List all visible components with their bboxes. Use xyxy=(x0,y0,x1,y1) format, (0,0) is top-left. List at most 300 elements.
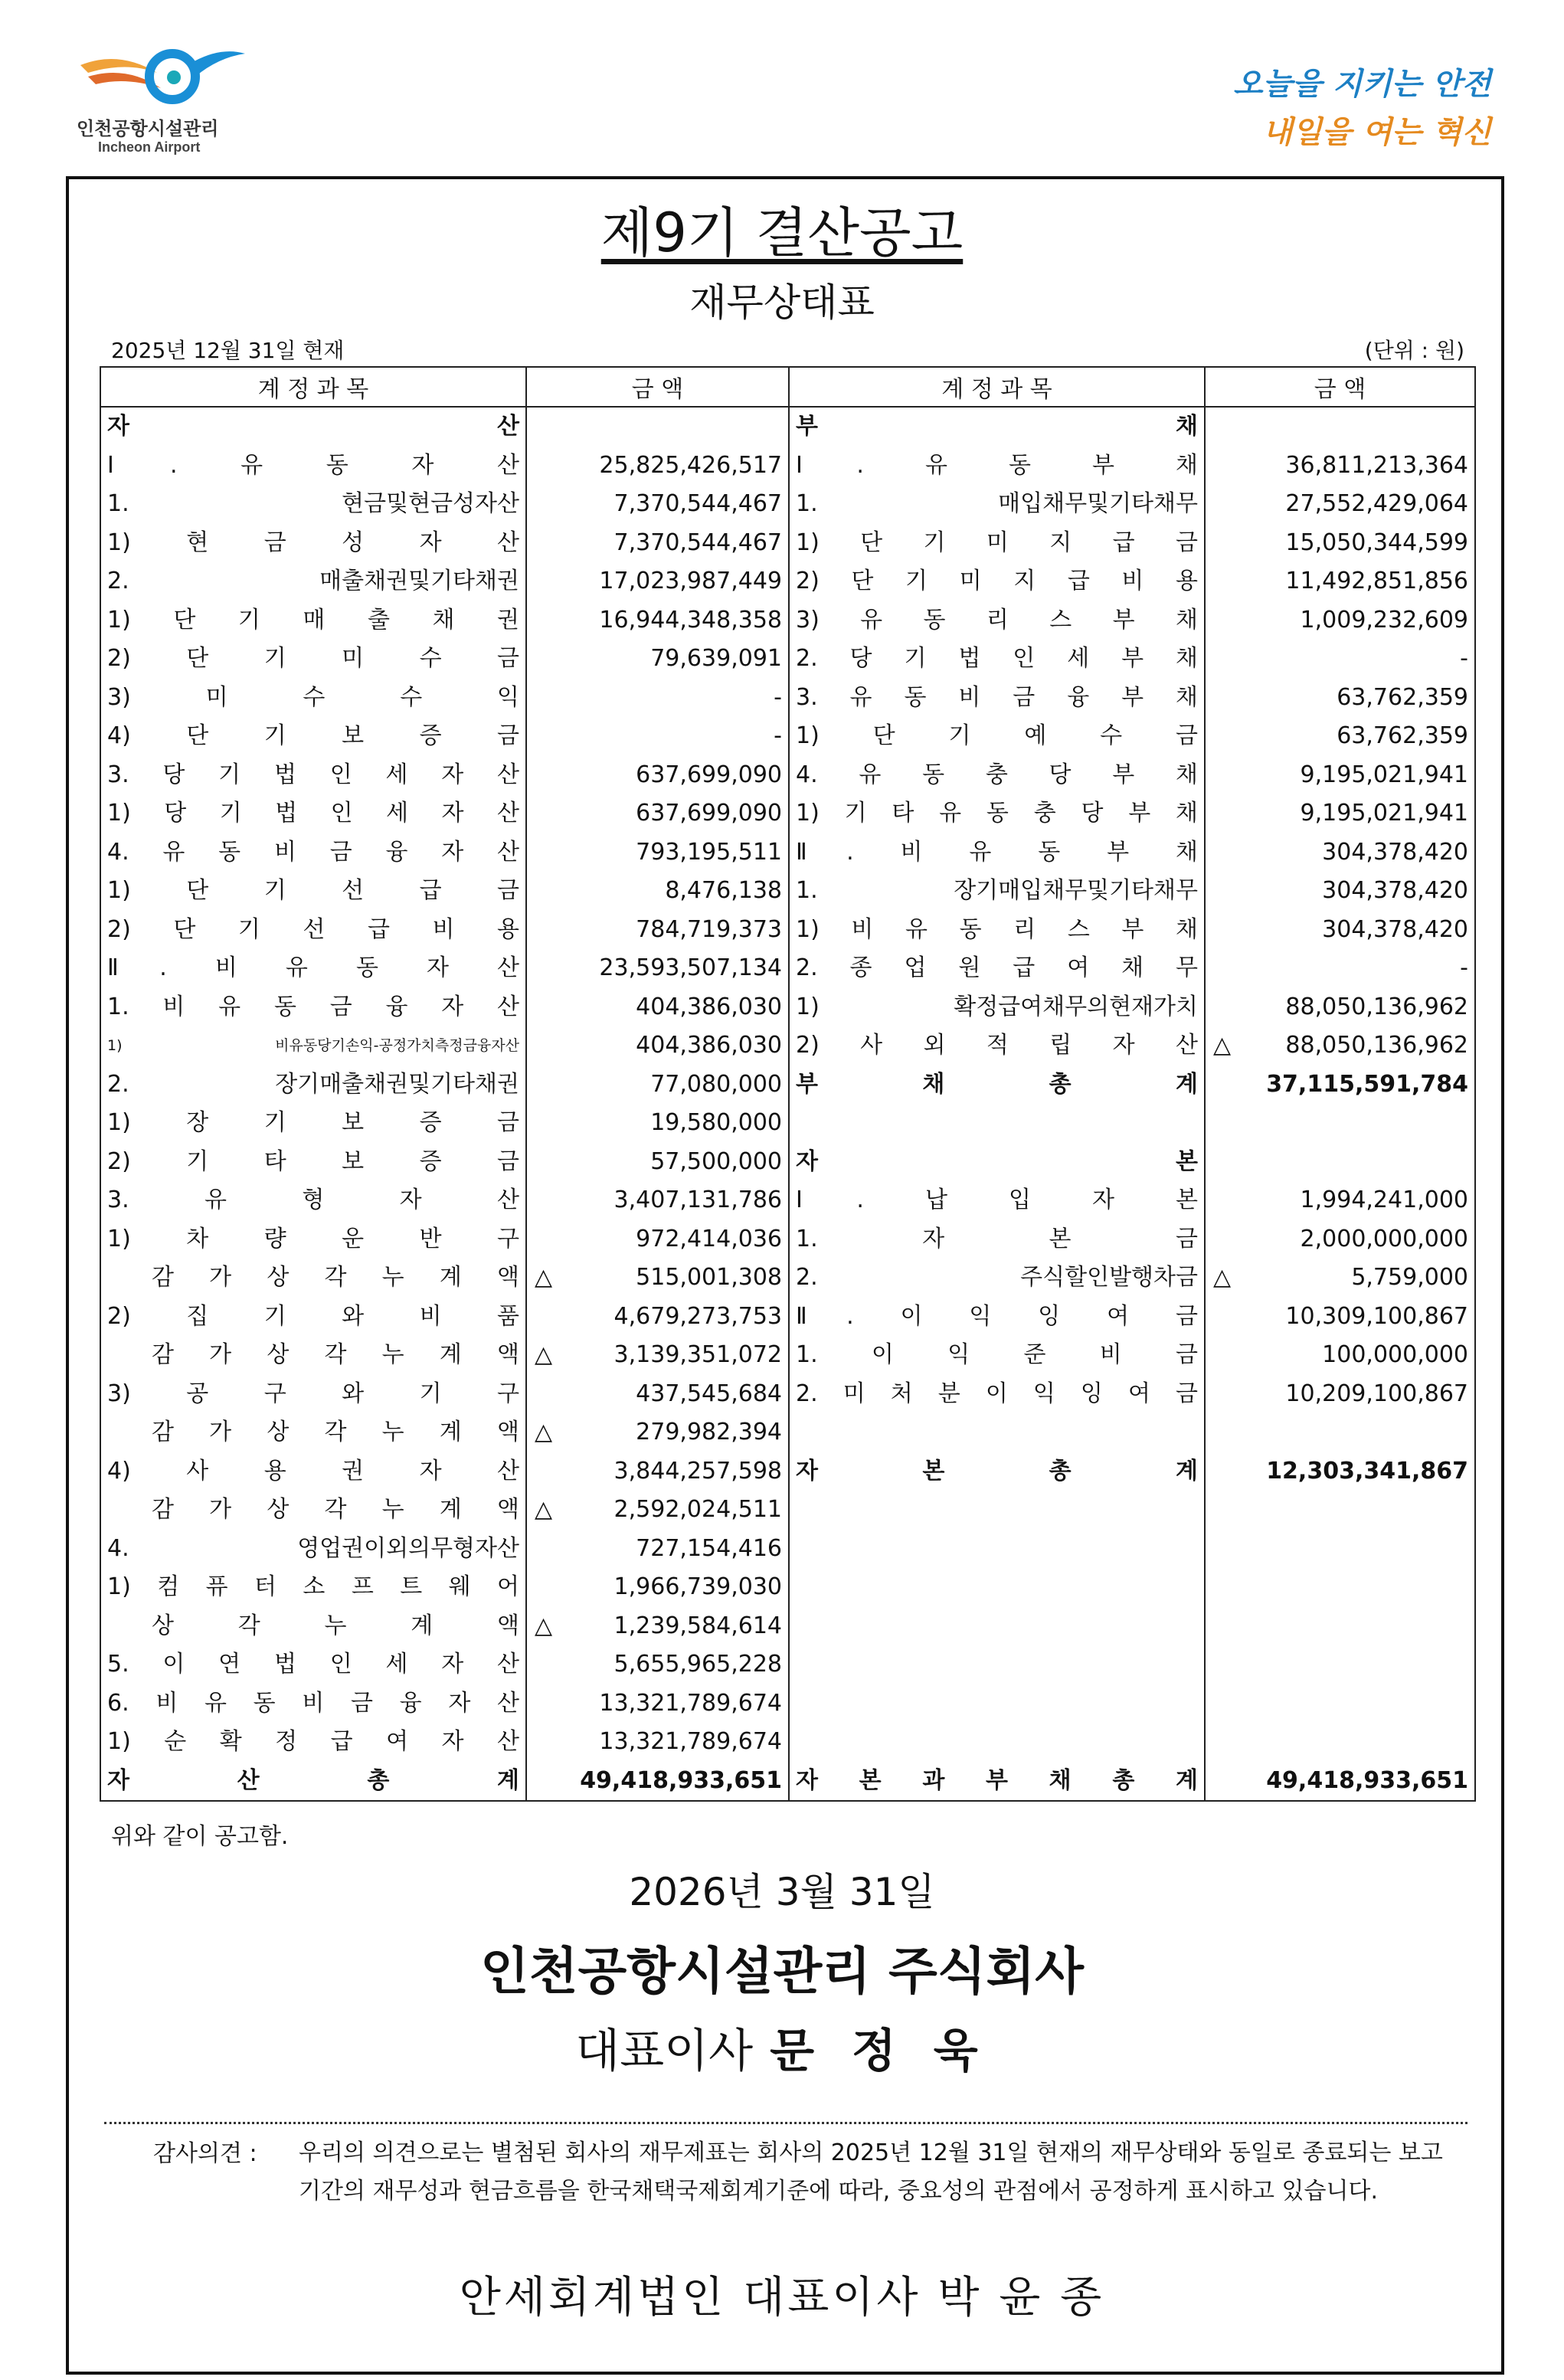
asset-account xyxy=(100,988,526,1027)
liability-account-text: 2. 주식할인발행차금 xyxy=(796,1264,1198,1291)
negative-mark: △ xyxy=(535,1496,553,1524)
liability-amount xyxy=(1205,1568,1475,1607)
liability-amount xyxy=(1205,1413,1475,1452)
asset-amount-text: - xyxy=(774,683,782,711)
publication-date: 2026년 3월 31일 xyxy=(629,1870,935,1914)
asset-account xyxy=(100,949,526,988)
liability-account-text: Ⅱ. 비 유 동 부 채 xyxy=(796,838,1198,866)
liability-account-text: 자 본 xyxy=(796,1147,1198,1175)
asset-account xyxy=(100,1723,526,1762)
liability-account xyxy=(789,1530,1205,1569)
asset-account xyxy=(100,1762,526,1802)
table-row xyxy=(100,794,1475,833)
table-row xyxy=(100,679,1475,718)
asset-amount-text: 279,982,394 xyxy=(636,1419,782,1446)
liability-account xyxy=(789,988,1205,1027)
asset-amount xyxy=(526,1684,789,1724)
asset-account-text: 상 각 누 계 액 xyxy=(152,1612,519,1639)
asset-amount-text: 3,407,131,786 xyxy=(613,1187,782,1214)
asset-account xyxy=(100,1220,526,1259)
asset-account-text: 자 산 xyxy=(107,413,519,440)
table-row xyxy=(100,988,1475,1027)
liability-amount-text: - xyxy=(1460,954,1468,982)
table-row xyxy=(100,562,1475,601)
asset-amount xyxy=(526,562,789,601)
asset-amount xyxy=(526,601,789,640)
liability-amount xyxy=(1205,1645,1475,1684)
liability-account xyxy=(789,911,1205,950)
asset-amount-text: 784,719,373 xyxy=(636,915,782,943)
asset-account-text: 1. 현금및현금성자산 xyxy=(107,490,519,518)
ceo-line xyxy=(0,2015,1564,2080)
table-row xyxy=(100,1143,1475,1182)
table-row xyxy=(100,1530,1475,1569)
liability-account xyxy=(789,1723,1205,1762)
liability-amount xyxy=(1205,1143,1475,1182)
liability-account xyxy=(789,1181,1205,1220)
asset-amount xyxy=(526,640,789,679)
liability-account-text: 2) 단 기 미 지 급 비 용 xyxy=(796,568,1198,595)
liability-amount xyxy=(1205,679,1475,718)
table-row xyxy=(100,640,1475,679)
asset-account xyxy=(100,1607,526,1646)
liability-amount-text: 88,050,136,962 xyxy=(1285,1032,1468,1059)
asset-account-text: 3. 유 형 자 산 xyxy=(107,1187,519,1214)
liability-amount xyxy=(1205,640,1475,679)
liability-amount xyxy=(1205,1259,1475,1298)
liability-amount-text: 2,000,000,000 xyxy=(1300,1225,1468,1252)
liability-amount-text: 36,811,213,364 xyxy=(1285,451,1468,479)
balance-sheet-table xyxy=(100,366,1476,1802)
asset-account-text: 감 가 상 각 누 계 액 xyxy=(152,1496,519,1524)
liability-account xyxy=(789,872,1205,911)
negative-mark: △ xyxy=(535,1341,553,1369)
company-name: 인천공항시설관리 주식회사 xyxy=(479,1942,1085,2001)
liability-amount xyxy=(1205,833,1475,872)
asset-amount xyxy=(526,1375,789,1414)
page-title: 제9기 결산공고 xyxy=(600,201,964,264)
asset-account-text: Ⅰ. 유 동 자 산 xyxy=(107,451,519,479)
liability-account xyxy=(789,1684,1205,1724)
liability-account-text: Ⅰ. 납 입 자 본 xyxy=(796,1187,1198,1214)
table-row xyxy=(100,756,1475,795)
asset-account xyxy=(100,911,526,950)
liability-account xyxy=(789,1413,1205,1452)
liability-account xyxy=(789,562,1205,601)
audit-label: 감사의견 : xyxy=(153,2140,257,2167)
asset-account xyxy=(100,1452,526,1491)
liability-account-text: 2. 미 처 분 이 익 잉 여 금 xyxy=(796,1380,1198,1407)
asset-account-text: 2) 기 타 보 증 금 xyxy=(107,1147,519,1175)
asset-amount-text: 404,386,030 xyxy=(636,1032,782,1059)
asset-amount-text: 16,944,348,358 xyxy=(599,606,782,633)
liability-account xyxy=(789,679,1205,718)
asset-amount xyxy=(526,1220,789,1259)
asset-account xyxy=(100,640,526,679)
asset-account-text: 1) 컴 퓨 터 소 프 트 웨 어 xyxy=(107,1573,519,1601)
liability-account xyxy=(789,949,1205,988)
asset-account-text: 1) 당 기 법 인 세 자 산 xyxy=(107,800,519,827)
asset-amount-text: 7,370,544,467 xyxy=(613,490,782,518)
asset-amount-text: 793,195,511 xyxy=(636,838,782,866)
asset-account xyxy=(100,447,526,486)
negative-mark: △ xyxy=(535,1264,553,1291)
liability-account xyxy=(789,1645,1205,1684)
table-row xyxy=(100,1375,1475,1414)
asset-amount xyxy=(526,1452,789,1491)
asset-amount-text: 2,592,024,511 xyxy=(613,1496,782,1524)
liability-amount-text: 9,195,021,941 xyxy=(1300,800,1468,827)
negative-mark: △ xyxy=(1213,1032,1232,1059)
liability-amount xyxy=(1205,1684,1475,1724)
asset-amount xyxy=(526,524,789,563)
asset-amount xyxy=(526,1530,789,1569)
asset-amount-text: 4,679,273,753 xyxy=(613,1302,782,1330)
liability-account xyxy=(789,485,1205,524)
page-subtitle: 재무상태표 xyxy=(689,280,875,325)
table-row xyxy=(100,1220,1475,1259)
table-row xyxy=(100,1645,1475,1684)
liability-account xyxy=(789,407,1205,447)
table-row xyxy=(100,1026,1475,1066)
asset-amount xyxy=(526,1104,789,1143)
report-date: 2025년 12월 31일 현재 xyxy=(111,338,345,363)
notice-statement: 위와 같이 공고함. xyxy=(111,1823,289,1850)
asset-account-text: 4) 사 용 권 자 산 xyxy=(107,1457,519,1485)
liability-account xyxy=(789,1298,1205,1337)
liability-amount-text: 88,050,136,962 xyxy=(1285,993,1468,1020)
auditor-signature: 안세회계법인 대표이사 박 윤 종 xyxy=(459,2273,1105,2323)
slogan-line-2: 내일을 여는 혁신 xyxy=(1262,114,1491,150)
asset-amount-text: 57,500,000 xyxy=(650,1147,782,1175)
asset-amount xyxy=(526,794,789,833)
liability-amount-text: 304,378,420 xyxy=(1322,838,1468,866)
table-row xyxy=(100,1607,1475,1646)
asset-amount-text: 637,699,090 xyxy=(636,761,782,788)
ceo-name: 문 정 욱 xyxy=(770,2025,989,2078)
liability-account xyxy=(789,756,1205,795)
liability-account-text: 부 채 총 계 xyxy=(796,1070,1198,1098)
liability-account xyxy=(789,601,1205,640)
liability-account xyxy=(789,1568,1205,1607)
asset-account-text: 2) 단 기 선 급 비 용 xyxy=(107,915,519,943)
asset-amount-text: 13,321,789,674 xyxy=(599,1728,782,1756)
asset-amount xyxy=(526,1066,789,1105)
liability-amount xyxy=(1205,717,1475,756)
liability-amount xyxy=(1205,911,1475,950)
liability-account xyxy=(789,833,1205,872)
table-body xyxy=(100,407,1475,1801)
asset-amount xyxy=(526,1298,789,1337)
asset-account xyxy=(100,717,526,756)
asset-account-text: 3. 당 기 법 인 세 자 산 xyxy=(107,761,519,788)
asset-account xyxy=(100,833,526,872)
asset-amount xyxy=(526,679,789,718)
asset-amount-text: 23,593,507,134 xyxy=(599,954,782,982)
liability-account-text: 4. 유 동 충 당 부 채 xyxy=(796,761,1198,788)
asset-account-text: 2. 매출채권및기타채권 xyxy=(107,568,519,595)
asset-amount-text: 3,139,351,072 xyxy=(613,1341,782,1369)
liability-account-text: Ⅰ. 유 동 부 채 xyxy=(796,451,1198,479)
table-row xyxy=(100,1413,1475,1452)
table-row xyxy=(100,485,1475,524)
liability-amount xyxy=(1205,1452,1475,1491)
liability-account xyxy=(789,794,1205,833)
liability-amount xyxy=(1205,1762,1475,1802)
liability-account-text: 3) 유 동 리 스 부 채 xyxy=(796,606,1198,633)
asset-account xyxy=(100,485,526,524)
liability-amount xyxy=(1205,407,1475,447)
liability-account xyxy=(789,1220,1205,1259)
asset-amount-text: 404,386,030 xyxy=(636,993,782,1020)
asset-account xyxy=(100,1491,526,1530)
asset-amount xyxy=(526,1762,789,1802)
table-row xyxy=(100,407,1475,447)
liability-account-text: 1) 기 타 유 동 충 당 부 채 xyxy=(796,800,1198,827)
unit-label: (단위 : 원) xyxy=(1364,338,1464,363)
asset-amount-text: 515,001,308 xyxy=(636,1264,782,1291)
asset-account-text: 감 가 상 각 누 계 액 xyxy=(152,1264,519,1291)
liability-amount-text: 63,762,359 xyxy=(1337,722,1468,750)
slogan xyxy=(1233,60,1491,152)
asset-account-text: 1) 현 금 성 자 산 xyxy=(107,529,519,556)
liability-amount xyxy=(1205,1066,1475,1105)
asset-account-text: 1) 단 기 매 출 채 권 xyxy=(107,606,519,633)
logo-subtitle: Incheon Airport xyxy=(98,139,201,155)
asset-account-text: 1. 비 유 동 금 융 자 산 xyxy=(107,993,519,1020)
liability-amount-text: 27,552,429,064 xyxy=(1285,490,1468,518)
liability-amount xyxy=(1205,562,1475,601)
asset-amount xyxy=(526,911,789,950)
liability-account xyxy=(789,1104,1205,1143)
liability-amount-text: 15,050,344,599 xyxy=(1285,529,1468,556)
table-row xyxy=(100,1066,1475,1105)
asset-amount xyxy=(526,407,789,447)
liability-amount xyxy=(1205,1181,1475,1220)
asset-amount xyxy=(526,1336,789,1375)
asset-amount xyxy=(526,717,789,756)
table-row xyxy=(100,717,1475,756)
liability-account xyxy=(789,1026,1205,1066)
table-row xyxy=(100,872,1475,911)
asset-account xyxy=(100,524,526,563)
asset-amount xyxy=(526,1143,789,1182)
asset-account-text: 2) 단 기 미 수 금 xyxy=(107,645,519,673)
asset-account-text: 1) 순 확 정 급 여 자 산 xyxy=(107,1728,519,1756)
asset-amount-text: 8,476,138 xyxy=(665,877,782,905)
liability-amount xyxy=(1205,1607,1475,1646)
table-row xyxy=(100,1298,1475,1337)
table-row xyxy=(100,524,1475,563)
divider xyxy=(104,2122,1467,2124)
header-account-left: 계 정 과 목 xyxy=(100,367,526,407)
liability-account xyxy=(789,447,1205,486)
asset-account-text: 2. 장기매출채권및기타채권 xyxy=(107,1070,519,1098)
asset-account-text: 3) 공 구 와 기 구 xyxy=(107,1380,519,1407)
table-row xyxy=(100,601,1475,640)
table-row xyxy=(100,1336,1475,1375)
asset-amount-text: 1,966,739,030 xyxy=(613,1573,782,1601)
liability-amount xyxy=(1205,756,1475,795)
asset-amount-text: 3,844,257,598 xyxy=(613,1457,782,1485)
asset-account-text: 1) 장 기 보 증 금 xyxy=(107,1109,519,1137)
asset-amount-text: - xyxy=(774,722,782,750)
liability-amount-text: 12,303,341,867 xyxy=(1266,1457,1468,1485)
header-account-right: 계 정 과 목 xyxy=(789,367,1205,407)
asset-account xyxy=(100,1066,526,1105)
table-row xyxy=(100,1762,1475,1802)
asset-amount xyxy=(526,1723,789,1762)
liability-account-text: 2. 종 업 원 급 여 채 무 xyxy=(796,954,1198,982)
liability-amount xyxy=(1205,524,1475,563)
asset-amount xyxy=(526,1491,789,1530)
header-amount-left: 금 액 xyxy=(526,367,789,407)
asset-amount xyxy=(526,949,789,988)
asset-account-text: 자 산 총 계 xyxy=(107,1766,519,1794)
liability-amount-text: 63,762,359 xyxy=(1337,683,1468,711)
asset-account xyxy=(100,1684,526,1724)
asset-account xyxy=(100,1336,526,1375)
table-row xyxy=(100,1723,1475,1762)
liability-amount xyxy=(1205,601,1475,640)
liability-account-text: 1) 비 유 동 리 스 부 채 xyxy=(796,915,1198,943)
asset-account-text: 5. 이 연 법 인 세 자 산 xyxy=(107,1651,519,1678)
liability-amount xyxy=(1205,1336,1475,1375)
asset-amount xyxy=(526,1568,789,1607)
asset-amount-text: 7,370,544,467 xyxy=(613,529,782,556)
asset-amount-text: 79,639,091 xyxy=(650,645,782,673)
negative-mark: △ xyxy=(1213,1264,1232,1291)
liability-account xyxy=(789,717,1205,756)
asset-amount xyxy=(526,1181,789,1220)
asset-account-text: Ⅱ. 비 유 동 자 산 xyxy=(107,954,519,982)
table-row xyxy=(100,949,1475,988)
asset-account-text: 1) 비유동당기손익-공정가치측정금융자산 xyxy=(107,1036,519,1054)
asset-account-text: 감 가 상 각 누 계 액 xyxy=(152,1419,519,1446)
asset-account-text: 3) 미 수 수 익 xyxy=(107,683,519,711)
liability-amount-text: 5,759,000 xyxy=(1351,1264,1468,1291)
liability-amount-text: 100,000,000 xyxy=(1322,1341,1468,1369)
liability-amount xyxy=(1205,1298,1475,1337)
liability-account-text: 1. 장기매입채무및기타채무 xyxy=(796,877,1198,905)
asset-amount-text: 17,023,987,449 xyxy=(599,568,782,595)
liability-amount xyxy=(1205,1723,1475,1762)
liability-account-text: 2) 사 외 적 립 자 산 xyxy=(796,1032,1198,1059)
liability-amount-text: 11,492,851,856 xyxy=(1285,568,1468,595)
asset-account-text: 4. 영업권이외의무형자산 xyxy=(107,1534,519,1562)
ceo-title: 대표이사 xyxy=(575,2025,754,2078)
liability-amount xyxy=(1205,1026,1475,1066)
asset-amount-text: 25,825,426,517 xyxy=(599,451,782,479)
asset-amount xyxy=(526,1259,789,1298)
asset-account xyxy=(100,1298,526,1337)
liability-amount xyxy=(1205,872,1475,911)
liability-amount-text: 9,195,021,941 xyxy=(1300,761,1468,788)
liability-account-text: 3. 유 동 비 금 융 부 채 xyxy=(796,683,1198,711)
liability-amount xyxy=(1205,1104,1475,1143)
asset-account-text: 1) 차 량 운 반 구 xyxy=(107,1225,519,1252)
liability-amount xyxy=(1205,1491,1475,1530)
asset-account xyxy=(100,1026,526,1066)
asset-account xyxy=(100,562,526,601)
table-row xyxy=(100,1568,1475,1607)
asset-account xyxy=(100,1181,526,1220)
liability-amount-text: 1,994,241,000 xyxy=(1300,1187,1468,1214)
asset-amount xyxy=(526,756,789,795)
liability-amount xyxy=(1205,1375,1475,1414)
asset-account xyxy=(100,1568,526,1607)
asset-account-text: 1) 단 기 선 급 금 xyxy=(107,877,519,905)
asset-account xyxy=(100,872,526,911)
table-row xyxy=(100,1452,1475,1491)
asset-account xyxy=(100,1645,526,1684)
asset-account-text: 감 가 상 각 누 계 액 xyxy=(152,1341,519,1369)
asset-amount xyxy=(526,447,789,486)
liability-amount-text: 10,309,100,867 xyxy=(1285,1302,1468,1330)
liability-amount xyxy=(1205,949,1475,988)
negative-mark: △ xyxy=(535,1419,553,1446)
liability-account-text: 자 본 총 계 xyxy=(796,1457,1198,1485)
asset-account xyxy=(100,1375,526,1414)
table-row xyxy=(100,1491,1475,1530)
asset-amount xyxy=(526,988,789,1027)
asset-amount-text: 19,580,000 xyxy=(650,1109,782,1137)
asset-amount xyxy=(526,872,789,911)
asset-amount-text: 13,321,789,674 xyxy=(599,1689,782,1717)
liability-account xyxy=(789,1607,1205,1646)
liability-amount xyxy=(1205,1530,1475,1569)
liability-account-text: 자 본 과 부 채 총 계 xyxy=(796,1766,1198,1794)
asset-account-text: 4. 유 동 비 금 융 자 산 xyxy=(107,838,519,866)
asset-amount xyxy=(526,485,789,524)
asset-amount xyxy=(526,1026,789,1066)
liability-account xyxy=(789,1762,1205,1802)
liability-account-text: 1) 확정급여채무의현재가치 xyxy=(796,993,1198,1020)
asset-amount-text: 972,414,036 xyxy=(636,1225,782,1252)
liability-amount xyxy=(1205,447,1475,486)
asset-account xyxy=(100,1530,526,1569)
asset-account xyxy=(100,407,526,447)
liability-account xyxy=(789,640,1205,679)
liability-amount xyxy=(1205,794,1475,833)
negative-mark: △ xyxy=(535,1612,553,1639)
logo-name: 인천공항시설관리 xyxy=(77,118,219,139)
liability-account-text: 부 채 xyxy=(796,413,1198,440)
table-row xyxy=(100,1684,1475,1724)
liability-account xyxy=(789,1143,1205,1182)
liability-account-text: 1. 자 본 금 xyxy=(796,1225,1198,1252)
asset-amount-text: 437,545,684 xyxy=(636,1380,782,1407)
asset-amount-text: 1,239,584,614 xyxy=(613,1612,782,1639)
asset-amount xyxy=(526,1413,789,1452)
liability-account-text: 1) 단 기 예 수 금 xyxy=(796,722,1198,750)
table-header-row xyxy=(100,367,1475,407)
liability-amount-text: 1,009,232,609 xyxy=(1300,606,1468,633)
liability-account xyxy=(789,1491,1205,1530)
asset-account xyxy=(100,1259,526,1298)
asset-amount-text: 637,699,090 xyxy=(636,800,782,827)
asset-account-text: 2) 집 기 와 비 품 xyxy=(107,1302,519,1330)
asset-amount xyxy=(526,1645,789,1684)
audit-opinion: 우리의 의견으로는 별첨된 회사의 재무제표는 회사의 2025년 12월 31일 현재의 재무상태와 동일로 종료되는 보고기간의 재무성과 현금흐름을 한국채택국제회계기준에 따라, 중요성의 관점에서 공정하게 표시하고 있습니다. xyxy=(299,2139,1443,2205)
liability-amount xyxy=(1205,485,1475,524)
liability-account-text: 2. 당 기 법 인 세 부 채 xyxy=(796,645,1198,673)
table-row xyxy=(100,447,1475,486)
liability-account xyxy=(789,1066,1205,1105)
table-row xyxy=(100,833,1475,872)
asset-amount-text: 727,154,416 xyxy=(636,1534,782,1562)
liability-account-text: 1. 매입채무및기타채무 xyxy=(796,490,1198,518)
